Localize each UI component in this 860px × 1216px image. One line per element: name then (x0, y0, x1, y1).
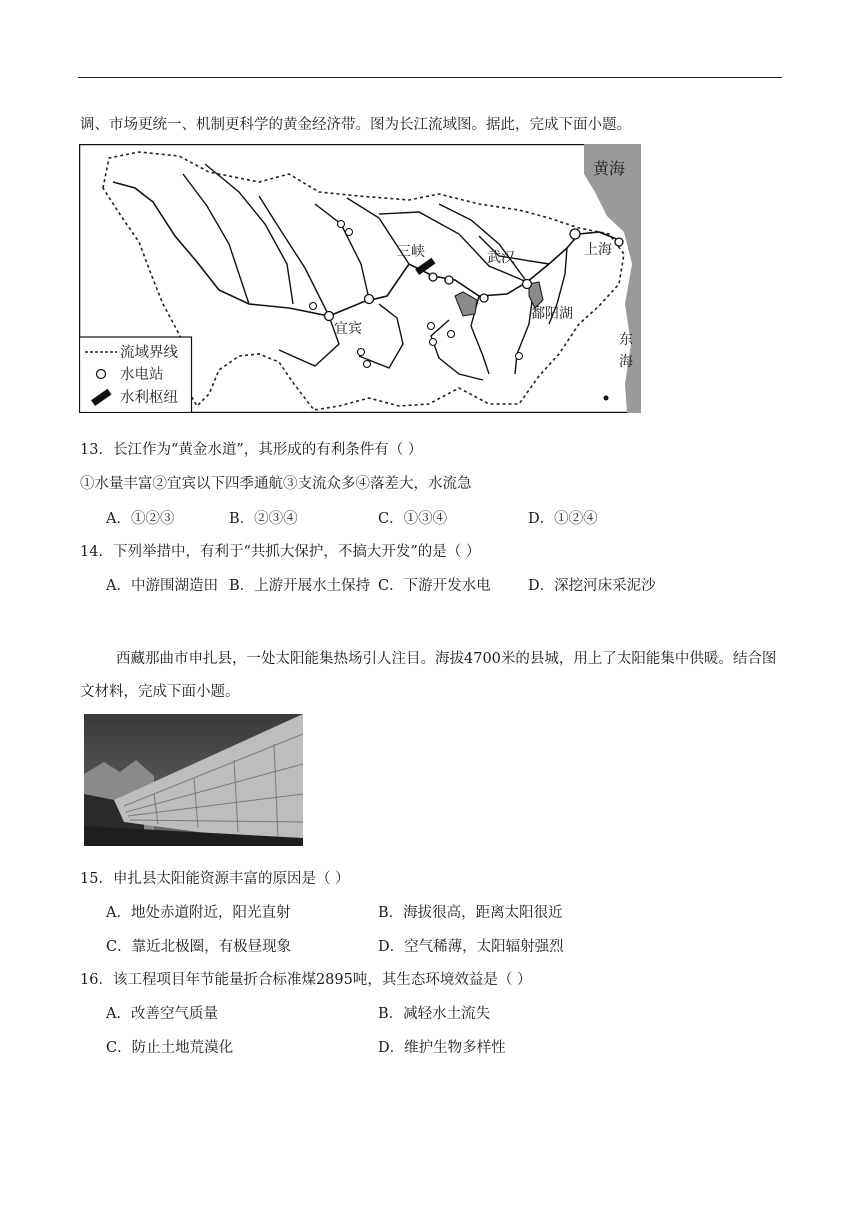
label-donghai-1: 东 (619, 331, 633, 347)
passage2-text: 西藏那曲市申扎县，一处太阳能集热场引人注目。海拔4700米的县城，用上了太阳能集中供暖。结合图文材料，完成下面小题。 (80, 651, 777, 700)
q16-option-d[interactable]: D．维护生物多样性 (378, 1040, 506, 1056)
q15-option-b[interactable]: B．海拔很高，距离太阳很近 (378, 905, 563, 921)
q13-option-a[interactable]: A．①②③ (106, 511, 175, 527)
q15-stem: 15．申扎县太阳能资源丰富的原因是（ ） (80, 871, 350, 887)
intro-text: 调、市场更统一、机制更科学的黄金经济带。图为长江流域图。据此，完成下面小题。 (80, 117, 631, 133)
q13-option-c[interactable]: C．①③④ (378, 511, 448, 527)
legend-hub: 水利枢纽 (120, 390, 178, 406)
label-huanghai: 黄海 (593, 161, 626, 178)
q16-option-a[interactable]: A．改善空气质量 (106, 1006, 218, 1022)
legend-boundary: 流域界线 (120, 345, 178, 361)
label-wuhan: 武汉 (487, 249, 515, 265)
label-donghai-2: 海 (619, 353, 633, 369)
label-shanghai: 上海 (584, 241, 612, 257)
header-rule (78, 77, 782, 78)
q13-option-b[interactable]: B．②③④ (229, 511, 298, 527)
q13-conditions: ①水量丰富②宜宾以下四季通航③支流众多④落差大，水流急 (80, 476, 472, 492)
map-legend (80, 337, 192, 413)
label-poyanghu: 鄱阳湖 (531, 305, 573, 321)
q16-option-c[interactable]: C．防止土地荒漠化 (106, 1040, 234, 1056)
q16-stem: 16．该工程项目年节能量折合标准煤2895吨，其生态环境效益是（ ） (80, 972, 532, 988)
q14-option-d[interactable]: D．深挖河床采泥沙 (528, 578, 656, 594)
q14-option-c[interactable]: C．下游开发水电 (378, 578, 491, 594)
q13-option-d[interactable]: D．①②④ (528, 511, 598, 527)
q15-option-c[interactable]: C．靠近北极圈，有极昼现象 (106, 939, 292, 955)
legend-hydropower: 水电站 (120, 367, 164, 383)
q14-option-b[interactable]: B．上游开展水土保持 (229, 578, 371, 594)
label-yibin: 宜宾 (334, 320, 362, 336)
q15-option-a[interactable]: A．地处赤道附近，阳光直射 (106, 905, 291, 921)
q14-stem: 14．下列举措中，有利于“共抓大保护，不搞大开发”的是（ ） (80, 544, 481, 560)
q14-option-a[interactable]: A．中游围湖造田 (106, 578, 218, 594)
solar-collector-photo (84, 714, 303, 846)
q13-stem: 13．长江作为“黄金水道”，其形成的有利条件有（ ） (80, 442, 423, 458)
q15-option-d[interactable]: D．空气稀薄，太阳辐射强烈 (378, 939, 564, 955)
label-sanxia: 三峡 (397, 243, 425, 259)
q16-option-b[interactable]: B．减轻水土流失 (378, 1006, 491, 1022)
yangtze-basin-map (79, 144, 641, 413)
